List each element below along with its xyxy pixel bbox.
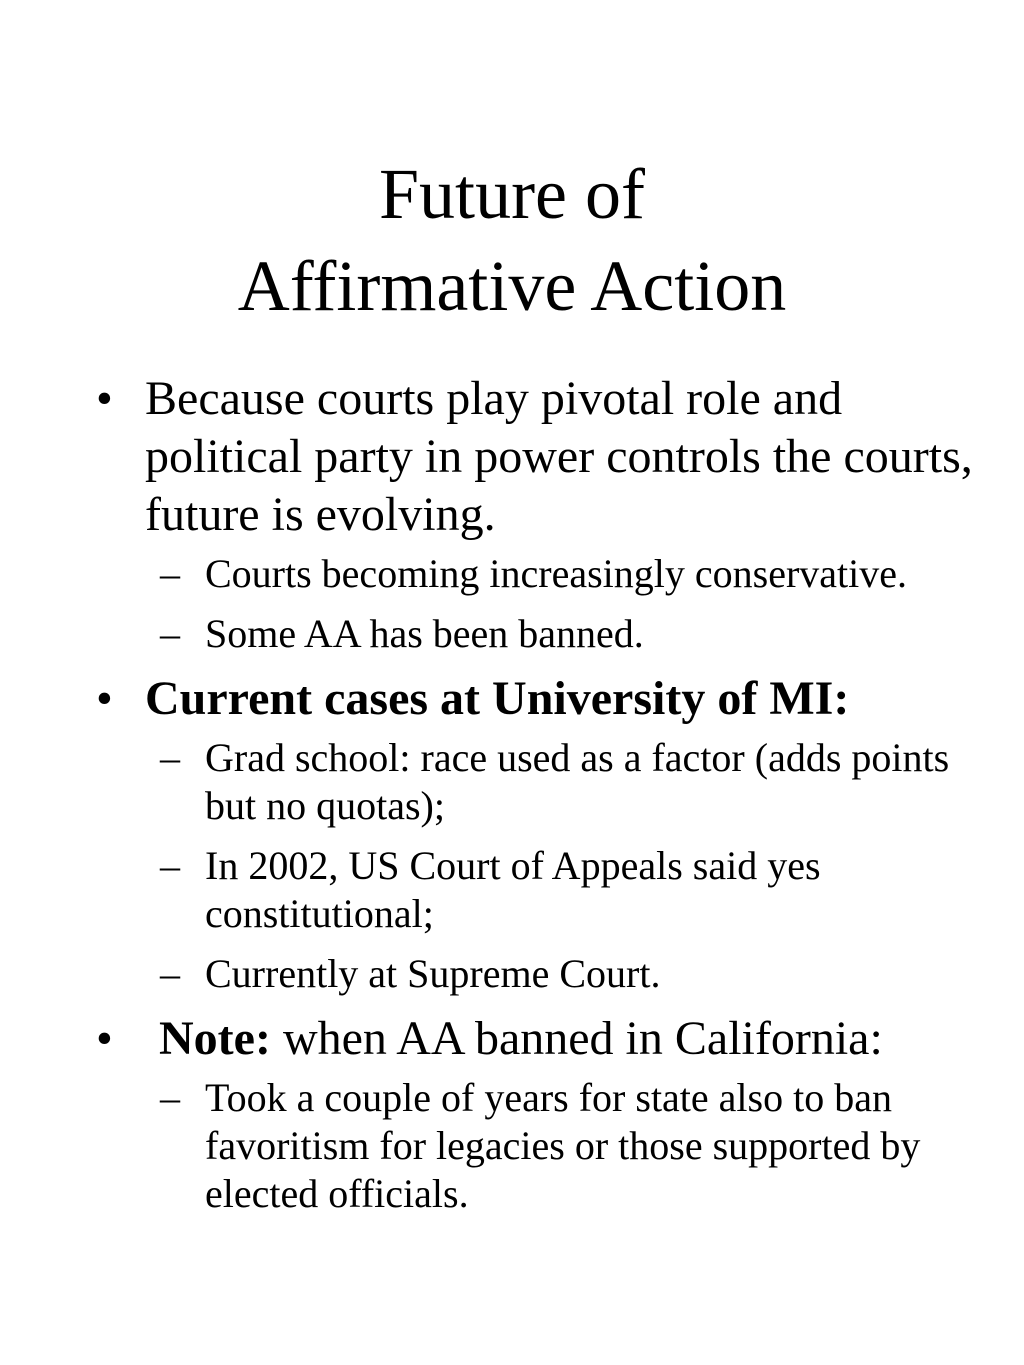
slide-body — [0, 370, 1024, 1230]
dash-marker: – — [160, 843, 180, 888]
sub-bullet-banned — [0, 610, 1024, 658]
note-label: Note: — [159, 1012, 271, 1065]
bullet-current-cases — [0, 670, 1024, 728]
sub-bullet-grad-school — [0, 734, 1024, 830]
bullet-text: Current cases at University of MI: — [145, 672, 850, 725]
title-line-1: Future of — [379, 154, 645, 234]
sub-bullet-text: Grad school: race used as a factor (adds points but no quotas); — [205, 735, 950, 828]
sub-bullet-court-of-appeals — [0, 842, 1024, 938]
dash-marker: – — [160, 1075, 180, 1120]
sub-bullet-supreme-court — [0, 950, 1024, 998]
sub-bullet-text: In 2002, US Court of Appeals said yes constitutional; — [205, 843, 821, 936]
sub-bullet-text: Took a couple of years for state also to ban favoritism for legacies or those supported by elected officials. — [205, 1075, 921, 1216]
sub-bullet-conservative — [0, 550, 1024, 598]
bullet-courts-role — [0, 370, 1024, 544]
dash-marker: – — [160, 551, 180, 596]
bullet-text: when AA banned in California: — [282, 1012, 883, 1065]
dash-marker: – — [160, 611, 180, 656]
bullet-marker: • — [96, 372, 113, 425]
sub-bullet-text: Some AA has been banned. — [205, 611, 644, 656]
bullet-note-california — [0, 1010, 1024, 1068]
bullet-marker: • — [96, 1012, 113, 1065]
bullet-marker: • — [96, 672, 113, 725]
slide-title — [0, 148, 1024, 332]
dash-marker: – — [160, 951, 180, 996]
sub-bullet-text: Currently at Supreme Court. — [205, 951, 661, 996]
dash-marker: – — [160, 735, 180, 780]
sub-bullet-text: Courts becoming increasingly conservative. — [205, 551, 908, 596]
bullet-text: Because courts play pivotal role and political party in power controls the courts, future is evolving. — [145, 372, 973, 541]
title-line-2: Affirmative Action — [237, 246, 787, 326]
sub-bullet-favoritism — [0, 1074, 1024, 1218]
